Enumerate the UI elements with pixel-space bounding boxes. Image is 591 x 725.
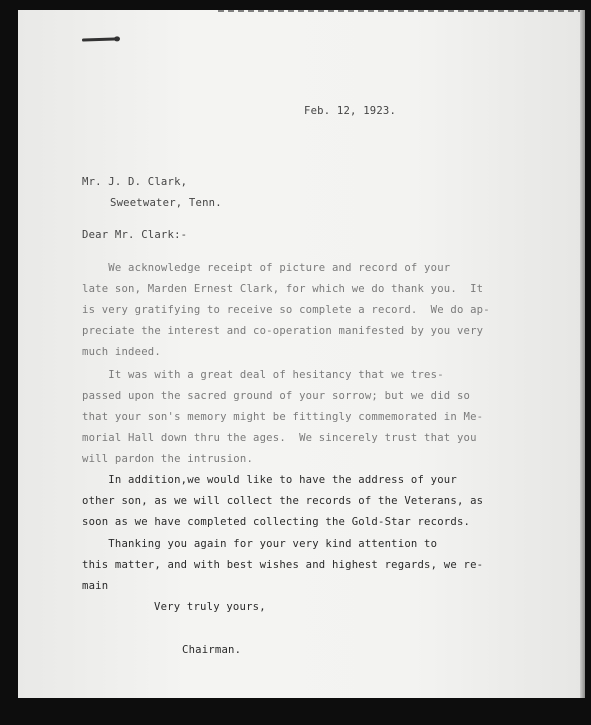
paragraph-1-line: We acknowledge receipt of picture and record of your [82,262,451,274]
paragraph-2-line: passed upon the sacred ground of your sorrow; but we did so [82,390,471,402]
paragraph-1-line: much indeed. [82,346,161,358]
paragraph-2-line: It was with a great deal of hesitancy that we tres- [82,369,444,381]
paragraph-1-line: late son, Marden Ernest Clark, for which we do thank you. It [82,283,484,295]
letter-date: Feb. 12, 1923. [304,105,397,117]
paragraph-1-line: is very gratifying to receive so complete a record. We do ap- [82,304,490,316]
paragraph-2-line: that your son's memory might be fittingly commemorated in Me- [82,411,484,423]
paragraph-1-line: preciate the interest and co-operation manifested by you very [82,325,484,337]
letter-sheet [18,10,585,698]
paragraph-2-line: will pardon the intrusion. [82,453,254,465]
closing: Very truly yours, [154,601,266,613]
paragraph-4-line: Thanking you again for your very kind attention to [82,538,438,550]
paragraph-3-line: In addition,we would like to have the address of your [82,474,457,486]
top-edge-shadow [218,10,585,12]
salutation: Dear Mr. Clark:- [82,229,188,241]
signature-title: Chairman. [182,644,242,656]
paragraph-2-line: morial Hall down thru the ages. We sincerely trust that you [82,432,477,444]
paragraph-3-line: other son, as we will collect the records of the Veterans, as [82,495,484,507]
paragraph-3-line: soon as we have completed collecting the Gold-Star records. [82,516,471,528]
pen-mark [82,37,116,41]
right-edge-shadow [580,10,585,698]
paragraph-4-line: this matter, and with best wishes and highest regards, we re- [82,559,484,571]
recipient-place: Sweetwater, Tenn. [110,197,222,209]
paragraph-4-line: main [82,580,109,592]
recipient-name: Mr. J. D. Clark, [82,176,188,188]
